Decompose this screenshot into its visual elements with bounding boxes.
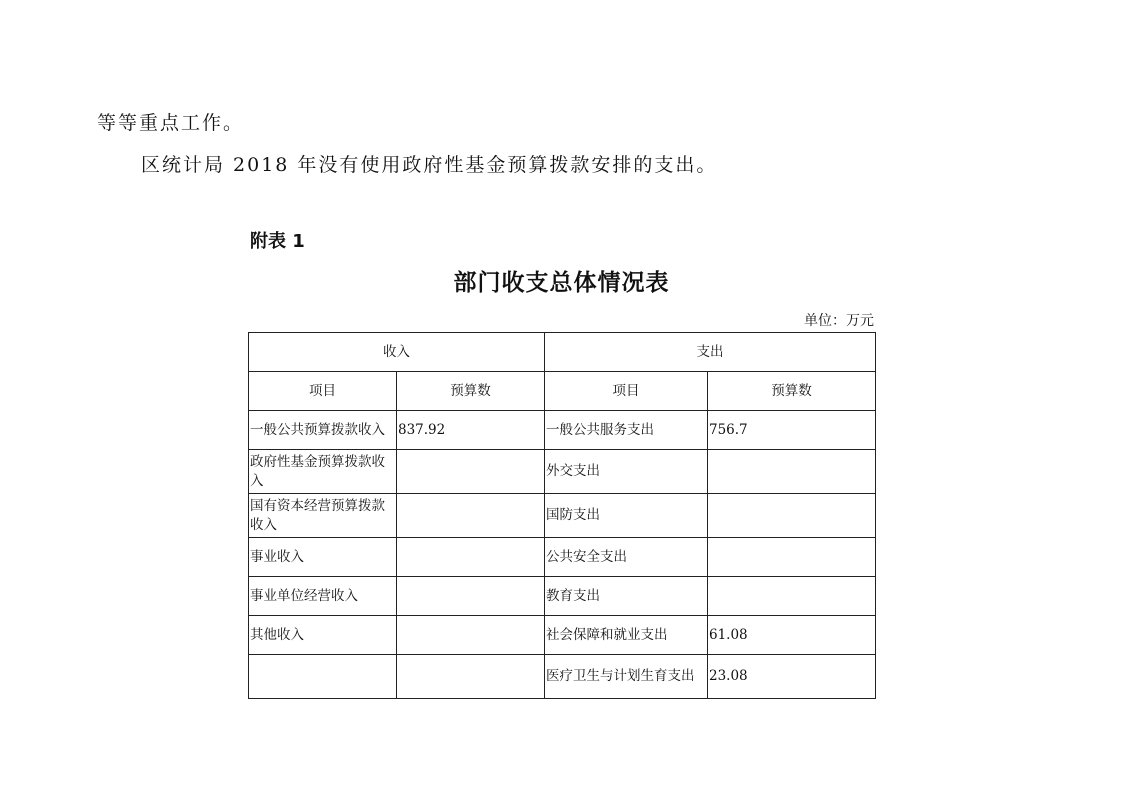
expense-item: 社会保障和就业支出 <box>545 616 708 655</box>
expense-amount: 61.08 <box>708 616 876 655</box>
table-row <box>249 411 876 450</box>
group-header-row <box>249 333 876 372</box>
income-amount <box>397 616 545 655</box>
expense-amount <box>708 538 876 577</box>
income-amount: 837.92 <box>397 411 545 450</box>
expense-item: 国防支出 <box>545 494 708 538</box>
expense-item-header: 项目 <box>545 372 708 411</box>
income-item: 政府性基金预算拨款收入 <box>249 450 397 494</box>
expense-item: 公共安全支出 <box>545 538 708 577</box>
expense-amount <box>708 577 876 616</box>
table-row <box>249 494 876 538</box>
expense-amount-header: 预算数 <box>708 372 876 411</box>
expense-item: 外交支出 <box>545 450 708 494</box>
table-row <box>249 577 876 616</box>
table-row <box>249 450 876 494</box>
income-item-header: 项目 <box>249 372 397 411</box>
income-item: 其他收入 <box>249 616 397 655</box>
income-amount <box>397 655 545 699</box>
expense-item: 教育支出 <box>545 577 708 616</box>
income-group-header: 收入 <box>249 333 545 372</box>
table-row <box>249 538 876 577</box>
unit-label: 单位：万元 <box>804 313 874 329</box>
income-amount-header: 预算数 <box>397 372 545 411</box>
paragraph-2: 区统计局 2018 年没有使用政府性基金预算拨款安排的支出。 <box>141 154 718 176</box>
paragraph-1: 等等重点工作。 <box>97 112 245 134</box>
expense-amount: 23.08 <box>708 655 876 699</box>
income-amount <box>397 494 545 538</box>
income-amount <box>397 450 545 494</box>
expense-item: 一般公共服务支出 <box>545 411 708 450</box>
income-item <box>249 655 397 699</box>
table-row <box>249 655 876 699</box>
income-amount <box>397 538 545 577</box>
expense-amount: 756.7 <box>708 411 876 450</box>
expense-item: 医疗卫生与计划生育支出 <box>545 655 708 699</box>
income-item: 事业单位经营收入 <box>249 577 397 616</box>
table-row <box>249 616 876 655</box>
income-item: 事业收入 <box>249 538 397 577</box>
budget-table <box>248 332 876 699</box>
expense-amount <box>708 450 876 494</box>
table-title: 部门收支总体情况表 <box>453 269 670 296</box>
expense-amount <box>708 494 876 538</box>
income-item: 一般公共预算拨款收入 <box>249 411 397 450</box>
column-header-row <box>249 372 876 411</box>
income-amount <box>397 577 545 616</box>
appendix-label: 附表 1 <box>250 231 305 252</box>
income-item: 国有资本经营预算拨款收入 <box>249 494 397 538</box>
expense-group-header: 支出 <box>545 333 876 372</box>
